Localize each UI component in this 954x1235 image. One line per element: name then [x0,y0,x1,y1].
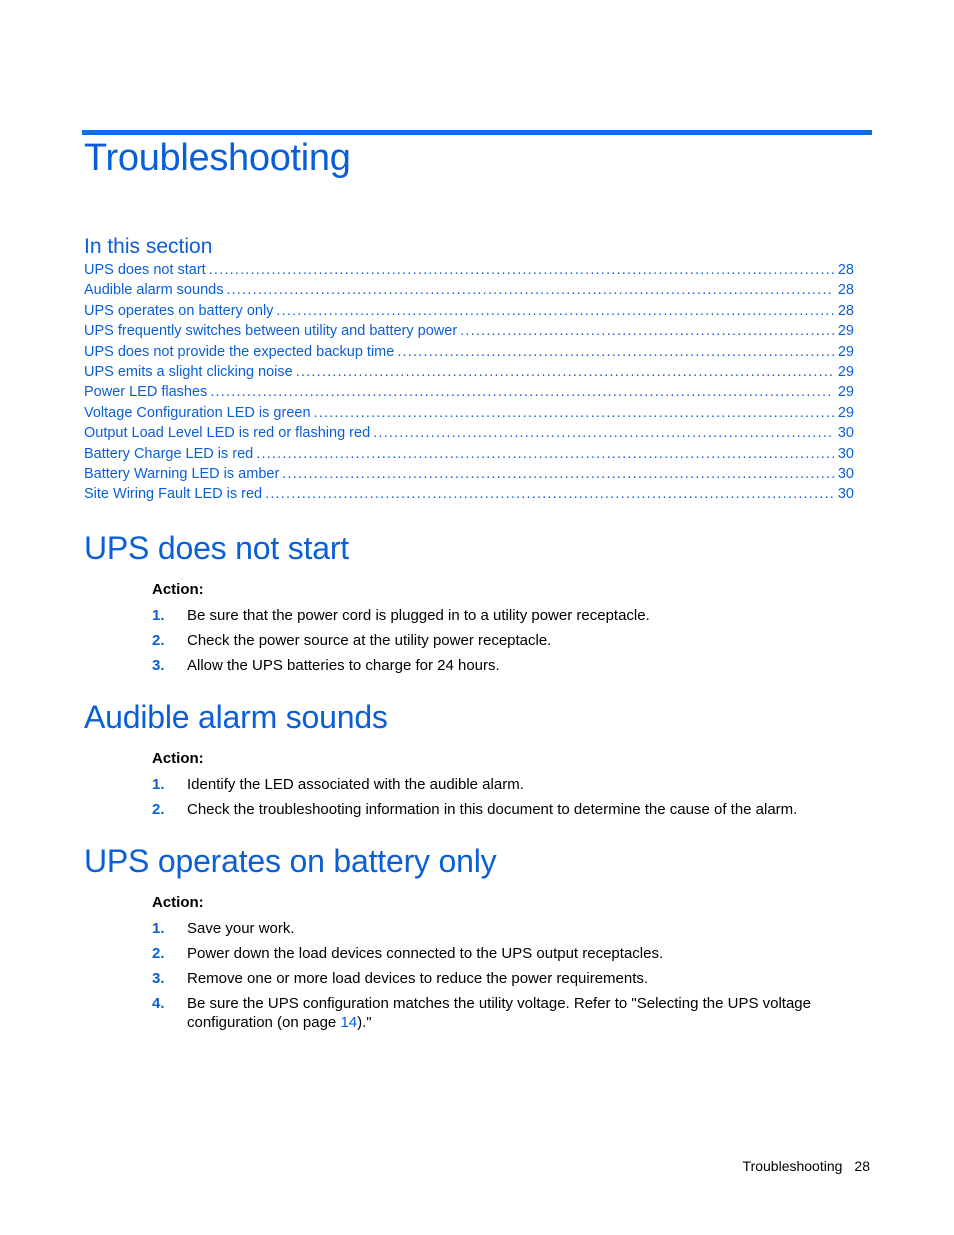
toc-item-label[interactable]: UPS emits a slight clicking noise [84,363,293,380]
toc-item[interactable] [84,344,854,364]
step-text: Save your work. [187,920,295,937]
step-number: 3. [152,970,165,987]
step-item [152,631,842,650]
chapter-title: Troubleshooting [84,137,351,179]
toc-heading: In this section [84,235,213,258]
action-label: Action: [152,894,204,911]
toc-item[interactable] [84,262,854,282]
toc-item-label[interactable]: Power LED flashes [84,384,208,401]
toc-item[interactable] [84,364,854,384]
toc-item-page[interactable]: 29 [837,363,854,380]
toc-item-label[interactable]: Audible alarm sounds [84,282,224,299]
toc-item-page[interactable]: 30 [837,486,854,503]
toc-leader-dots [282,466,834,482]
step-item [152,969,842,988]
toc-list [84,262,854,507]
toc-item[interactable] [84,282,854,302]
toc-item-label[interactable]: Output Load Level LED is red or flashing red [84,425,371,442]
step-number: 1. [152,776,165,793]
section-title-audible-alarm-sounds: Audible alarm sounds [84,699,388,735]
toc-item[interactable] [84,384,854,404]
toc-item-label[interactable]: UPS operates on battery only [84,302,274,319]
step-text: Be sure that the power cord is plugged in to a utility power receptacle. [187,607,650,624]
toc-item-label[interactable]: UPS does not start [84,262,206,278]
step-list [152,919,842,1038]
toc-item-page[interactable]: 29 [837,323,854,340]
toc-item-page[interactable]: 30 [837,465,854,482]
section-title-ups-operates-on-battery-only: UPS operates on battery only [84,843,497,879]
toc-item-label[interactable]: UPS frequently switches between utility and battery power [84,323,458,340]
step-number: 4. [152,995,165,1012]
step-text-after-link: )." [357,1014,372,1031]
toc-item-label[interactable]: UPS does not provide the expected backup time [84,343,395,360]
action-label: Action: [152,750,204,767]
toc-leader-dots [460,323,834,339]
step-number: 3. [152,657,165,674]
toc-leader-dots [226,282,833,298]
toc-item[interactable] [84,323,854,343]
toc-leader-dots [296,364,834,380]
toc-leader-dots [314,405,834,421]
step-number: 1. [152,607,165,624]
toc-item-page[interactable]: 28 [837,282,854,299]
toc-item-label[interactable]: Site Wiring Fault LED is red [84,486,263,503]
step-item [152,656,842,675]
step-text: Identify the LED associated with the audible alarm. [187,776,524,793]
toc-leader-dots [397,344,834,360]
toc-item-page[interactable]: 30 [837,425,854,442]
toc-item-page[interactable]: 29 [837,343,854,360]
toc-item-label[interactable]: Voltage Configuration LED is green [84,404,311,421]
page-reference-link[interactable]: 14 [340,1014,358,1031]
step-item [152,944,842,963]
toc-item-page[interactable]: 28 [837,262,854,278]
step-number: 2. [152,945,165,962]
toc-item[interactable] [84,405,854,425]
toc-leader-dots [210,384,834,400]
step-item [152,800,842,819]
toc-leader-dots [276,303,833,319]
step-number: 2. [152,801,165,818]
step-list [152,775,842,825]
toc-leader-dots [265,486,834,502]
top-rule [82,130,872,135]
footer-section-name: Troubleshooting [742,1158,843,1174]
toc-item-page[interactable]: 28 [837,302,854,319]
toc-item-page[interactable]: 29 [837,404,854,421]
toc-item[interactable] [84,425,854,445]
toc-leader-dots [373,425,834,441]
toc-item-label[interactable]: Battery Charge LED is red [84,445,254,462]
step-text: Check the troubleshooting information in this document to determine the cause of the alarm. [187,801,798,818]
toc-item[interactable] [84,446,854,466]
step-number: 2. [152,632,165,649]
section-title-ups-does-not-start: UPS does not start [84,530,349,566]
step-number: 1. [152,920,165,937]
toc-leader-dots [209,262,834,278]
toc-leader-dots [256,446,834,462]
step-item [152,775,842,794]
toc-item-label[interactable]: Battery Warning LED is amber [84,465,280,482]
toc-item[interactable] [84,486,854,506]
step-item [152,994,842,1032]
step-text-before-link: Be sure the UPS configuration matches the utility voltage. Refer to "Selecting the UPS voltage configuration (on page [187,995,811,1031]
toc-item[interactable] [84,303,854,323]
step-text: Allow the UPS batteries to charge for 24 hours. [187,657,500,674]
step-list [152,606,842,681]
toc-item-page[interactable]: 29 [837,384,854,401]
page-footer [743,1158,870,1174]
step-text: Remove one or more load devices to reduce the power requirements. [187,970,649,987]
action-label: Action: [152,581,204,598]
footer-page-number: 28 [854,1158,870,1174]
toc-item[interactable] [84,466,854,486]
toc-item-page[interactable]: 30 [837,445,854,462]
step-item [152,919,842,938]
step-item [152,606,842,625]
step-text: Power down the load devices connected to the UPS output receptacles. [187,945,664,962]
step-text: Check the power source at the utility power receptacle. [187,632,552,649]
